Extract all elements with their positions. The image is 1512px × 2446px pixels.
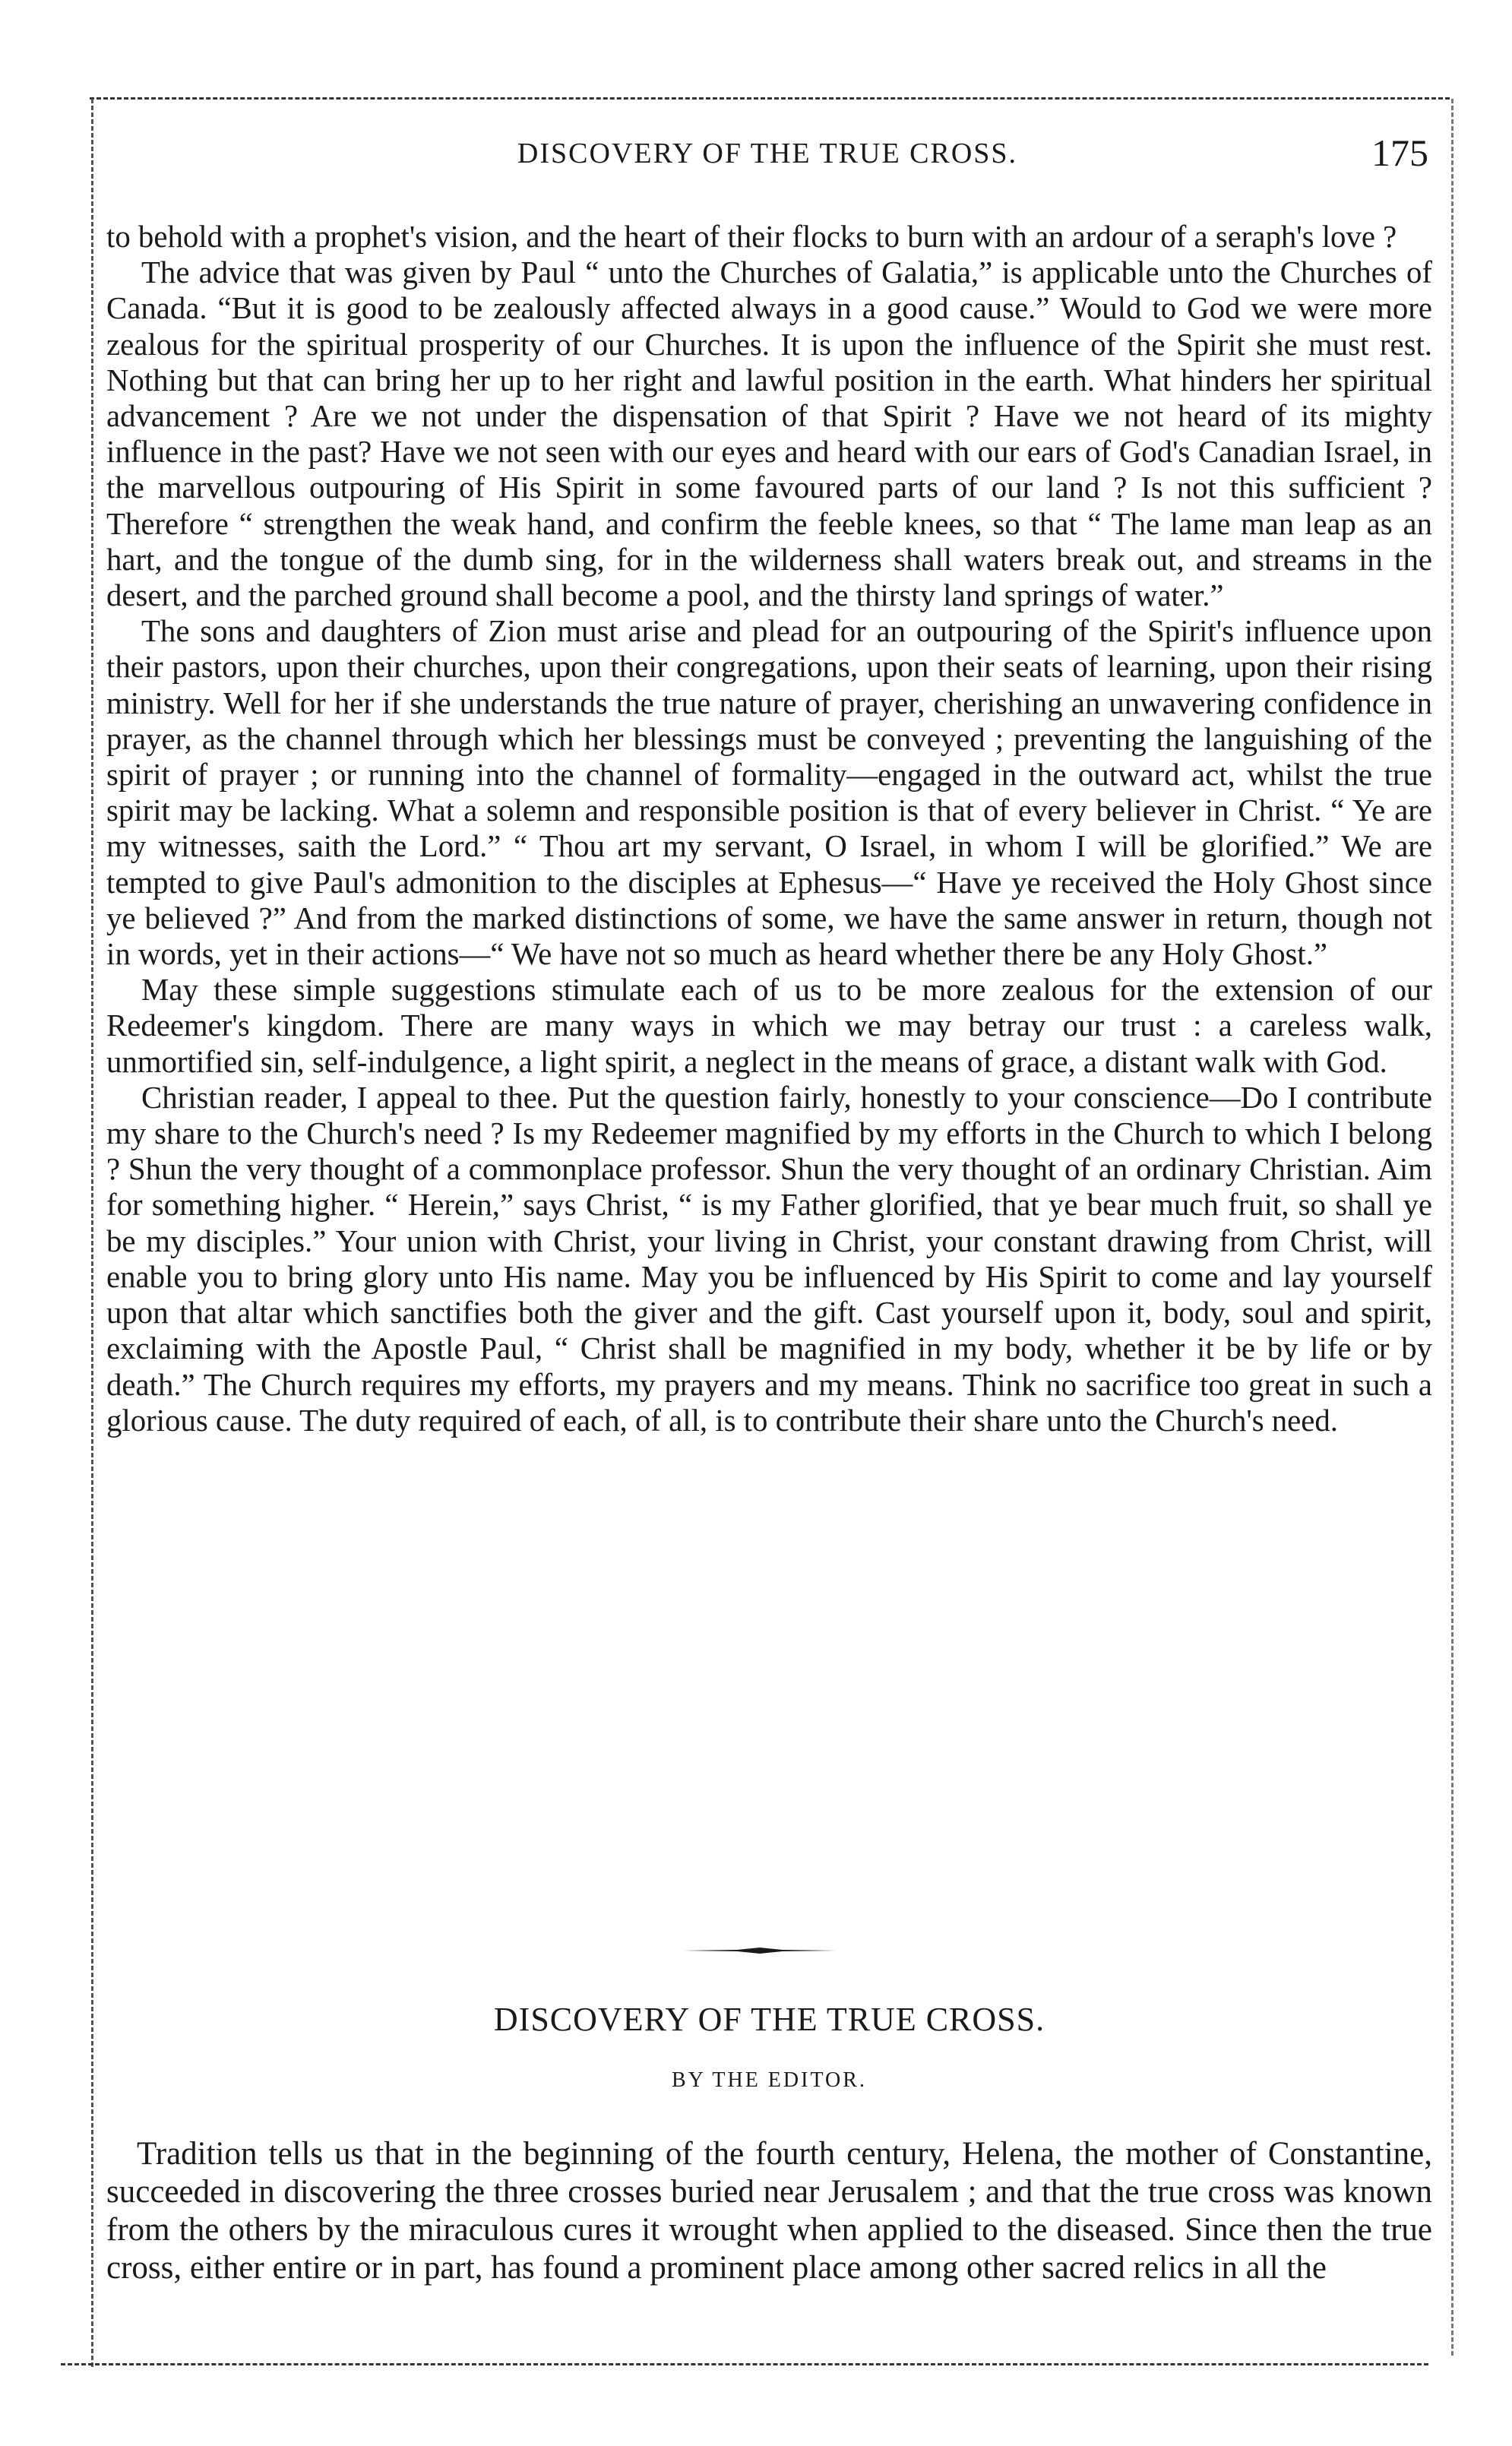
- article-text: [106, 2135, 1432, 2287]
- page-header: [106, 131, 1428, 182]
- bottom-border-rule: [61, 2363, 1428, 2365]
- right-border-rule: [1451, 99, 1453, 2356]
- page-number: 175: [1371, 131, 1428, 174]
- paragraph: The advice that was given by Paul “ unto the Churches of Galatia,” is applicable unto the Churches of Canada. “But it is good to be zealously affected always in a good cause.” Would to God we were more zealous for the spiritual prosperity of our Churches. It is upon the influence of the Spirit she must rest. Nothing but that can bring her up to her right and lawful position in the earth. What hinders her spiritual advancement ? Are we not under the dispensation of that Spirit ? Have we not heard of its mighty influence in the past? Have we not seen with our eyes and heard with our ears of God's Canadian Israel, in the marvellous outpouring of His Spirit in some favoured parts of our land ? Is not this sufficient ? Therefore “ strengthen the weak hand, and confirm the feeble knees, so that “ The lame man leap as an hart, and the tongue of the dumb sing, for in the wilderness shall waters break out, and streams in the desert, and the parched ground shall become a pool, and the thirsty land springs of water.”: [106, 255, 1432, 613]
- top-border-rule: [90, 97, 1450, 100]
- paragraph: The sons and daughters of Zion must arise and plead for an outpouring of the Spirit's influence upon their pastors, upon their churches, upon their congregations, upon their seats of learning, upon their rising ministry. Well for her if she understands the true nature of prayer, cherishing an unwavering confidence in prayer, as the channel through which her blessings must be conveyed ; preventing the languishing of the spirit of prayer ; or running into the channel of formality—engaged in the outward act, whilst the true spirit may be lacking. What a solemn and responsible position is that of every believer in Christ. “ Ye are my witnesses, saith the Lord.” “ Thou art my servant, O Israel, in whom I will be glorified.” We are tempted to give Paul's admonition to the disciples at Ephesus—“ Have ye received the Holy Ghost since ye believed ?” And from the marked distinctions of some, we have the same answer in return, though not in words, yet in their actions—“ We have not so much as heard whether there be any Holy Ghost.”: [106, 614, 1432, 972]
- running-title: DISCOVERY OF THE TRUE CROSS.: [517, 138, 1018, 169]
- article-title: DISCOVERY OF THE TRUE CROSS.: [493, 2001, 1045, 2038]
- main-text: [106, 219, 1432, 1438]
- paragraph: May these simple suggestions stimulate each of us to be more zealous for the extension of our Redeemer's kingdom. There are many ways in which we may betray our trust : a careless walk, unmortified sin, self-indulgence, a light spirit, a neglect in the means of grace, a distant walk with God.: [106, 973, 1432, 1079]
- paragraph: Tradition tells us that in the beginning of the fourth century, Helena, the mother of Constantine, succeeded in discovering the three crosses buried near Jerusalem ; and that the true cross was known from the others by the miraculous cures it wrought when applied to the diseased. Since then the true cross, either entire or in part, has found a prominent place among other sacred relics in all the: [106, 2136, 1432, 2286]
- article-byline: BY THE EDITOR.: [672, 2068, 867, 2092]
- paragraph: Christian reader, I appeal to thee. Put the question fairly, honestly to your conscience—Do I contribute my share to the Church's need ? Is my Redeemer magnified by my efforts in the Church to which I belong ? Shun the very thought of a commonplace professor. Shun the very thought of an ordinary Christian. Aim for something higher. “ Herein,” says Christ, “ is my Father glorified, that ye bear much fruit, so shall ye be my disciples.” Your union with Christ, your living in Christ, your constant drawing from Christ, will enable you to bring glory unto His name. May you be influenced by His Spirit to come and lay yourself upon that altar which sanctifies both the giver and the gift. Cast yourself upon it, body, soul and spirit, exclaiming with the Apostle Paul, “ Christ shall be magnified in my body, whether it be by life or by death.” The Church requires my efforts, my prayers and my means. Think no sacrifice too great in such a glorious cause. The duty required of each, of all, is to contribute their share unto the Church's need.: [106, 1080, 1432, 1438]
- paragraph: to behold with a prophet's vision, and the heart of their flocks to burn with an ardour of a seraph's love ?: [106, 220, 1397, 254]
- left-border-rule: [91, 99, 93, 2367]
- section-divider: [684, 1945, 836, 1956]
